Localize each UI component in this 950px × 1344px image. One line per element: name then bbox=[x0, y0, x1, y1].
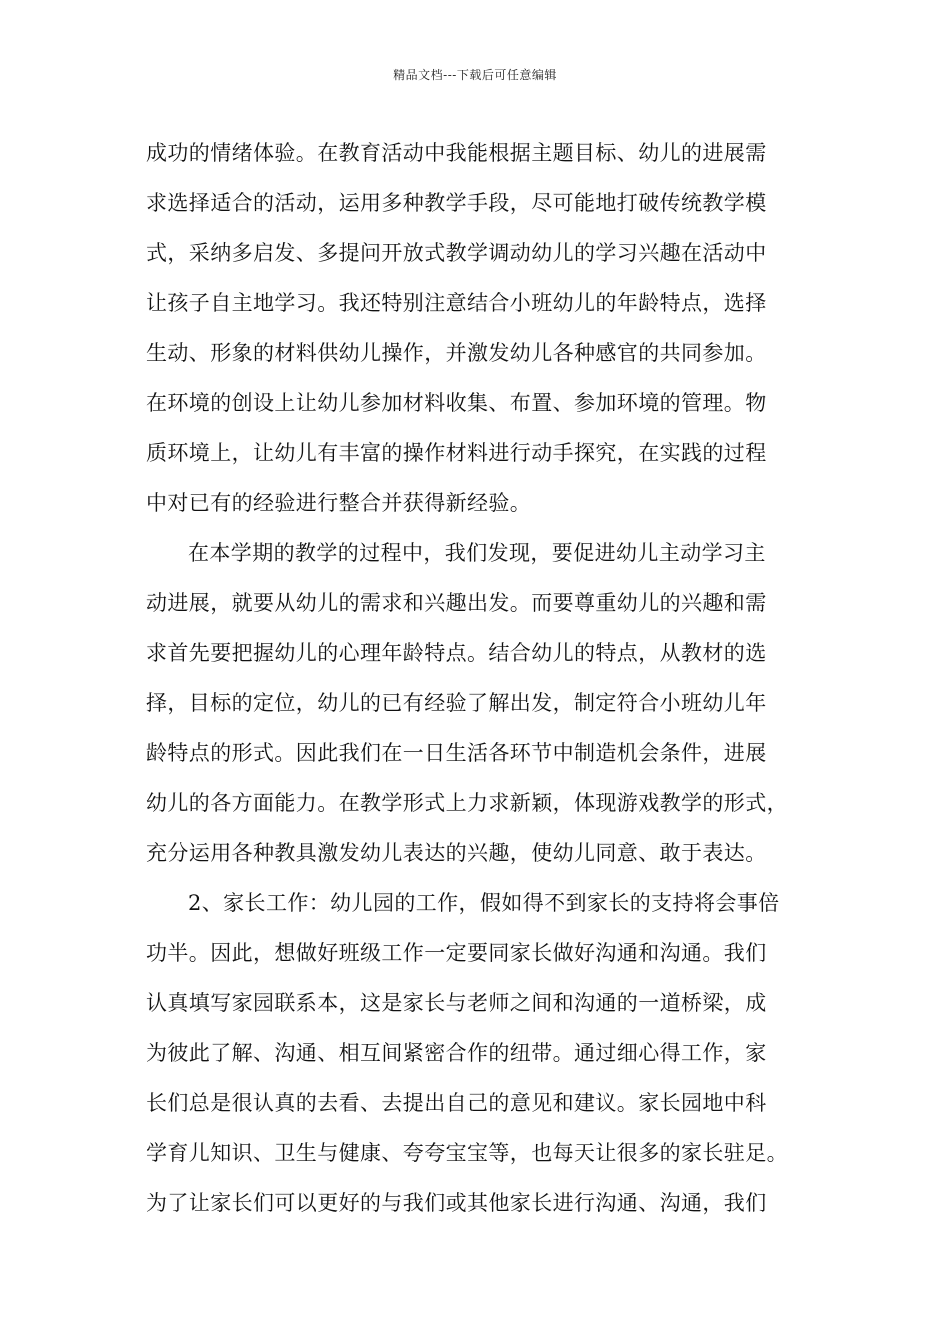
text-line: 功半。因此，想做好班级工作一定要同家长做好沟通和沟通。我们 bbox=[146, 941, 767, 965]
text-line: 学育儿知识、卫生与健康、夸夸宝宝等，也每天让很多的家长驻足。 bbox=[146, 1141, 788, 1165]
text-line: 求首先要把握幼儿的心理年龄特点。结合幼儿的特点，从教材的选 bbox=[146, 641, 767, 665]
text-line: 充分运用各种教具激发幼儿表达的兴趣，使幼儿同意、敢于表达。 bbox=[146, 841, 767, 865]
text-line: 龄特点的形式。因此我们在一日生活各环节中制造机会条件，进展 bbox=[146, 741, 767, 765]
text-line: 为了让家长们可以更好的与我们或其他家长进行沟通、沟通，我们 bbox=[146, 1191, 767, 1215]
text-line: 成功的情绪体验。在教育活动中我能根据主题目标、幼儿的进展需 bbox=[146, 141, 767, 165]
text-line: 在环境的创设上让幼儿参加材料收集、布置、参加环境的管理。物 bbox=[146, 391, 767, 415]
body-text bbox=[146, 128, 826, 1228]
text-line: 让孩子自主地学习。我还特别注意结合小班幼儿的年龄特点，选择 bbox=[146, 291, 767, 315]
text-line: 幼儿的各方面能力。在教学形式上力求新颖，体现游戏教学的形式， bbox=[146, 791, 788, 815]
text-line: 式，采纳多启发、多提问开放式教学调动幼儿的学习兴趣在活动中 bbox=[146, 241, 767, 265]
text-line: 为彼此了解、沟通、相互间紧密合作的纽带。通过细心得工作，家 bbox=[146, 1041, 767, 1065]
paragraph-start-line: 2、家长工作：幼儿园的工作，假如得不到家长的支持将会事倍 bbox=[188, 891, 780, 915]
page-header: 精品文档---下载后可任意编辑 bbox=[393, 68, 557, 82]
text-line: 质环境上，让幼儿有丰富的操作材料进行动手探究，在实践的过程 bbox=[146, 441, 767, 465]
text-line: 长们总是很认真的去看、去提出自己的意见和建议。家长园地中科 bbox=[146, 1091, 767, 1115]
text-line: 中对已有的经验进行整合并获得新经验。 bbox=[146, 491, 532, 515]
text-line: 生动、形象的材料供幼儿操作，并激发幼儿各种感官的共同参加。 bbox=[146, 341, 767, 365]
paragraph-start-line: 在本学期的教学的过程中，我们发现，要促进幼儿主动学习主 bbox=[188, 541, 766, 565]
text-line: 动进展，就要从幼儿的需求和兴趣出发。而要尊重幼儿的兴趣和需 bbox=[146, 591, 767, 615]
text-line: 求选择适合的活动，运用多种教学手段，尽可能地打破传统教学模 bbox=[146, 191, 767, 215]
text-line: 择，目标的定位，幼儿的已有经验了解出发，制定符合小班幼儿年 bbox=[146, 691, 767, 715]
text-line: 认真填写家园联系本，这是家长与老师之间和沟通的一道桥梁，成 bbox=[146, 991, 767, 1015]
